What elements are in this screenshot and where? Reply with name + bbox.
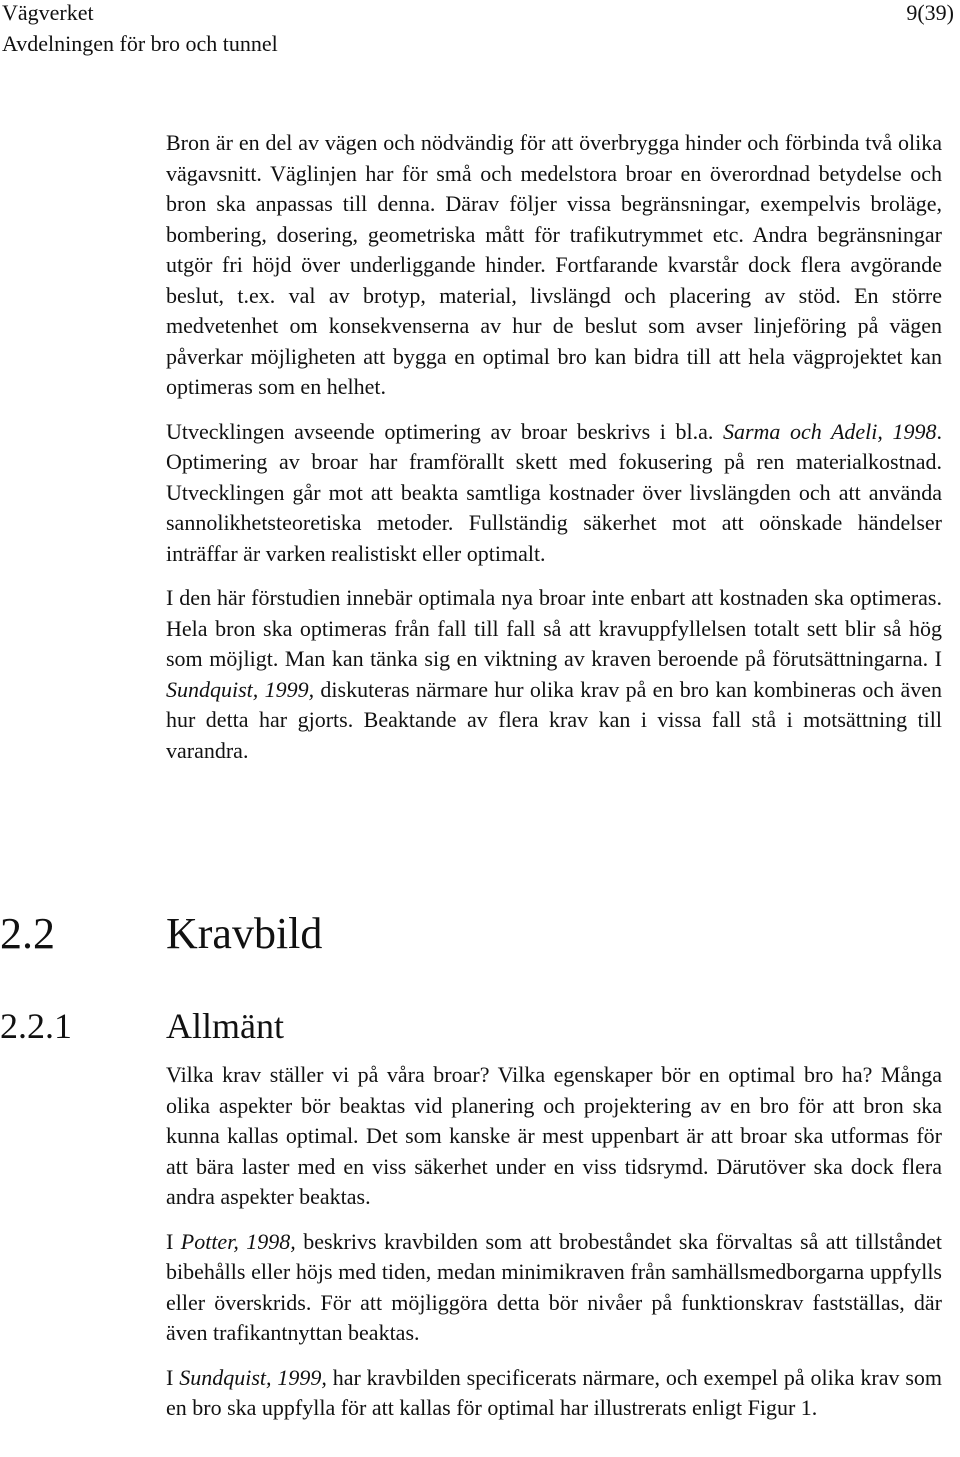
department-name: Avdelningen för bro och tunnel: [2, 31, 278, 56]
citation: Sundquist, 1999,: [179, 1364, 327, 1390]
organization-name: Vägverket: [2, 0, 94, 25]
paragraph: Bron är en del av vägen och nödvändig för att överbrygga hinder och förbinda två olika vägavsnitt. Väglinjen har för små och medelstora broar en överordnad betydelse och bron ska anpassas till denna. Därav följer vissa begränsningar, exempelvis broläge, bombering, dosering, geometriska mått för trafikutrymmet etc. Andra begränsningar utgör fri höjd över underliggande hinder. Fortfarande kvarstår dock flera avgörande beslut, t.ex. val av brotyp, material, livslängd och placering av stöd. En större medvetenhet om konsekvenserna av hur de beslut som avser linjeföring på vägen påverkar möjligheten att bygga en optimal bro kan bidra till att hela vägprojektet kan optimeras som en helhet.: [166, 130, 942, 399]
citation: Sundquist, 1999,: [166, 676, 315, 702]
paragraph: Vilka krav ställer vi på våra broar? Vilka egenskaper bör en optimal bro ha? Många olika aspekter bör beaktas vid planering och projektering av en bro för att bron ska kunna kallas optimal. Det som kanske är mest uppenbart är att broar ska utformas för att bära laster med en viss säkerhet under en viss tidsrymd. Därutöver ska dock flera andra aspekter beaktas.: [166, 1062, 942, 1209]
citation: Potter, 1998,: [180, 1228, 296, 1254]
subsection-number: 2.2.1: [0, 1006, 72, 1046]
section-number: 2.2: [0, 909, 55, 958]
paragraph: Utvecklingen avseende optimering av broar beskrivs i bl.a. Sarma och Adeli, 1998. Optimering av broar har framförallt skett med fokusering på ren materialkostnad. Utvecklingen går mot att beakta samtliga kostnader över livslängden och att använda sannolikhetsteoretiska metoder. Fullständig säkerhet mot att oönskade händelser inträffar är varken realistiskt eller optimalt.: [166, 418, 942, 566]
paragraph: I den här förstudien innebär optimala nya broar inte enbart att kostnaden ska optimeras. Hela bron ska optimeras från fall till fall så att kravuppfyllelsen totalt sett blir så hög som möjligt. Man kan tänka sig en viktning av kraven beroende på förutsättningarna. I Sundquist, 1999, diskuteras närmare hur olika krav på en bro kan kombineras och även hur detta har gjorts. Beaktande av flera krav kan i vissa fall stå i motsättning till varandra.: [166, 585, 942, 763]
paragraph: I Sundquist, 1999, har kravbilden specificerats närmare, och exempel på olika krav som en bro ska uppfylla för att kallas för optimal har illustrerats enligt Figur 1.: [166, 1364, 942, 1420]
section-title: Kravbild: [166, 909, 323, 958]
citation: Sarma och Adeli, 1998: [722, 418, 937, 444]
subsection-title: Allmänt: [166, 1006, 284, 1046]
allmant-section: [166, 1060, 942, 1424]
paragraph: I Potter, 1998, beskrivs kravbilden som att brobeståndet ska förvaltas så att tillståndet bibehålls eller höjs med tiden, medan minimikraven från samhällsmedborgarna uppfylls eller överskrids. För att möjliggöra detta bör nivåer på funktionskrav fastställas, där även trafikantnyttan beaktas.: [166, 1228, 942, 1345]
page-number: 9(39): [906, 0, 954, 25]
intro-section: [166, 128, 942, 766]
